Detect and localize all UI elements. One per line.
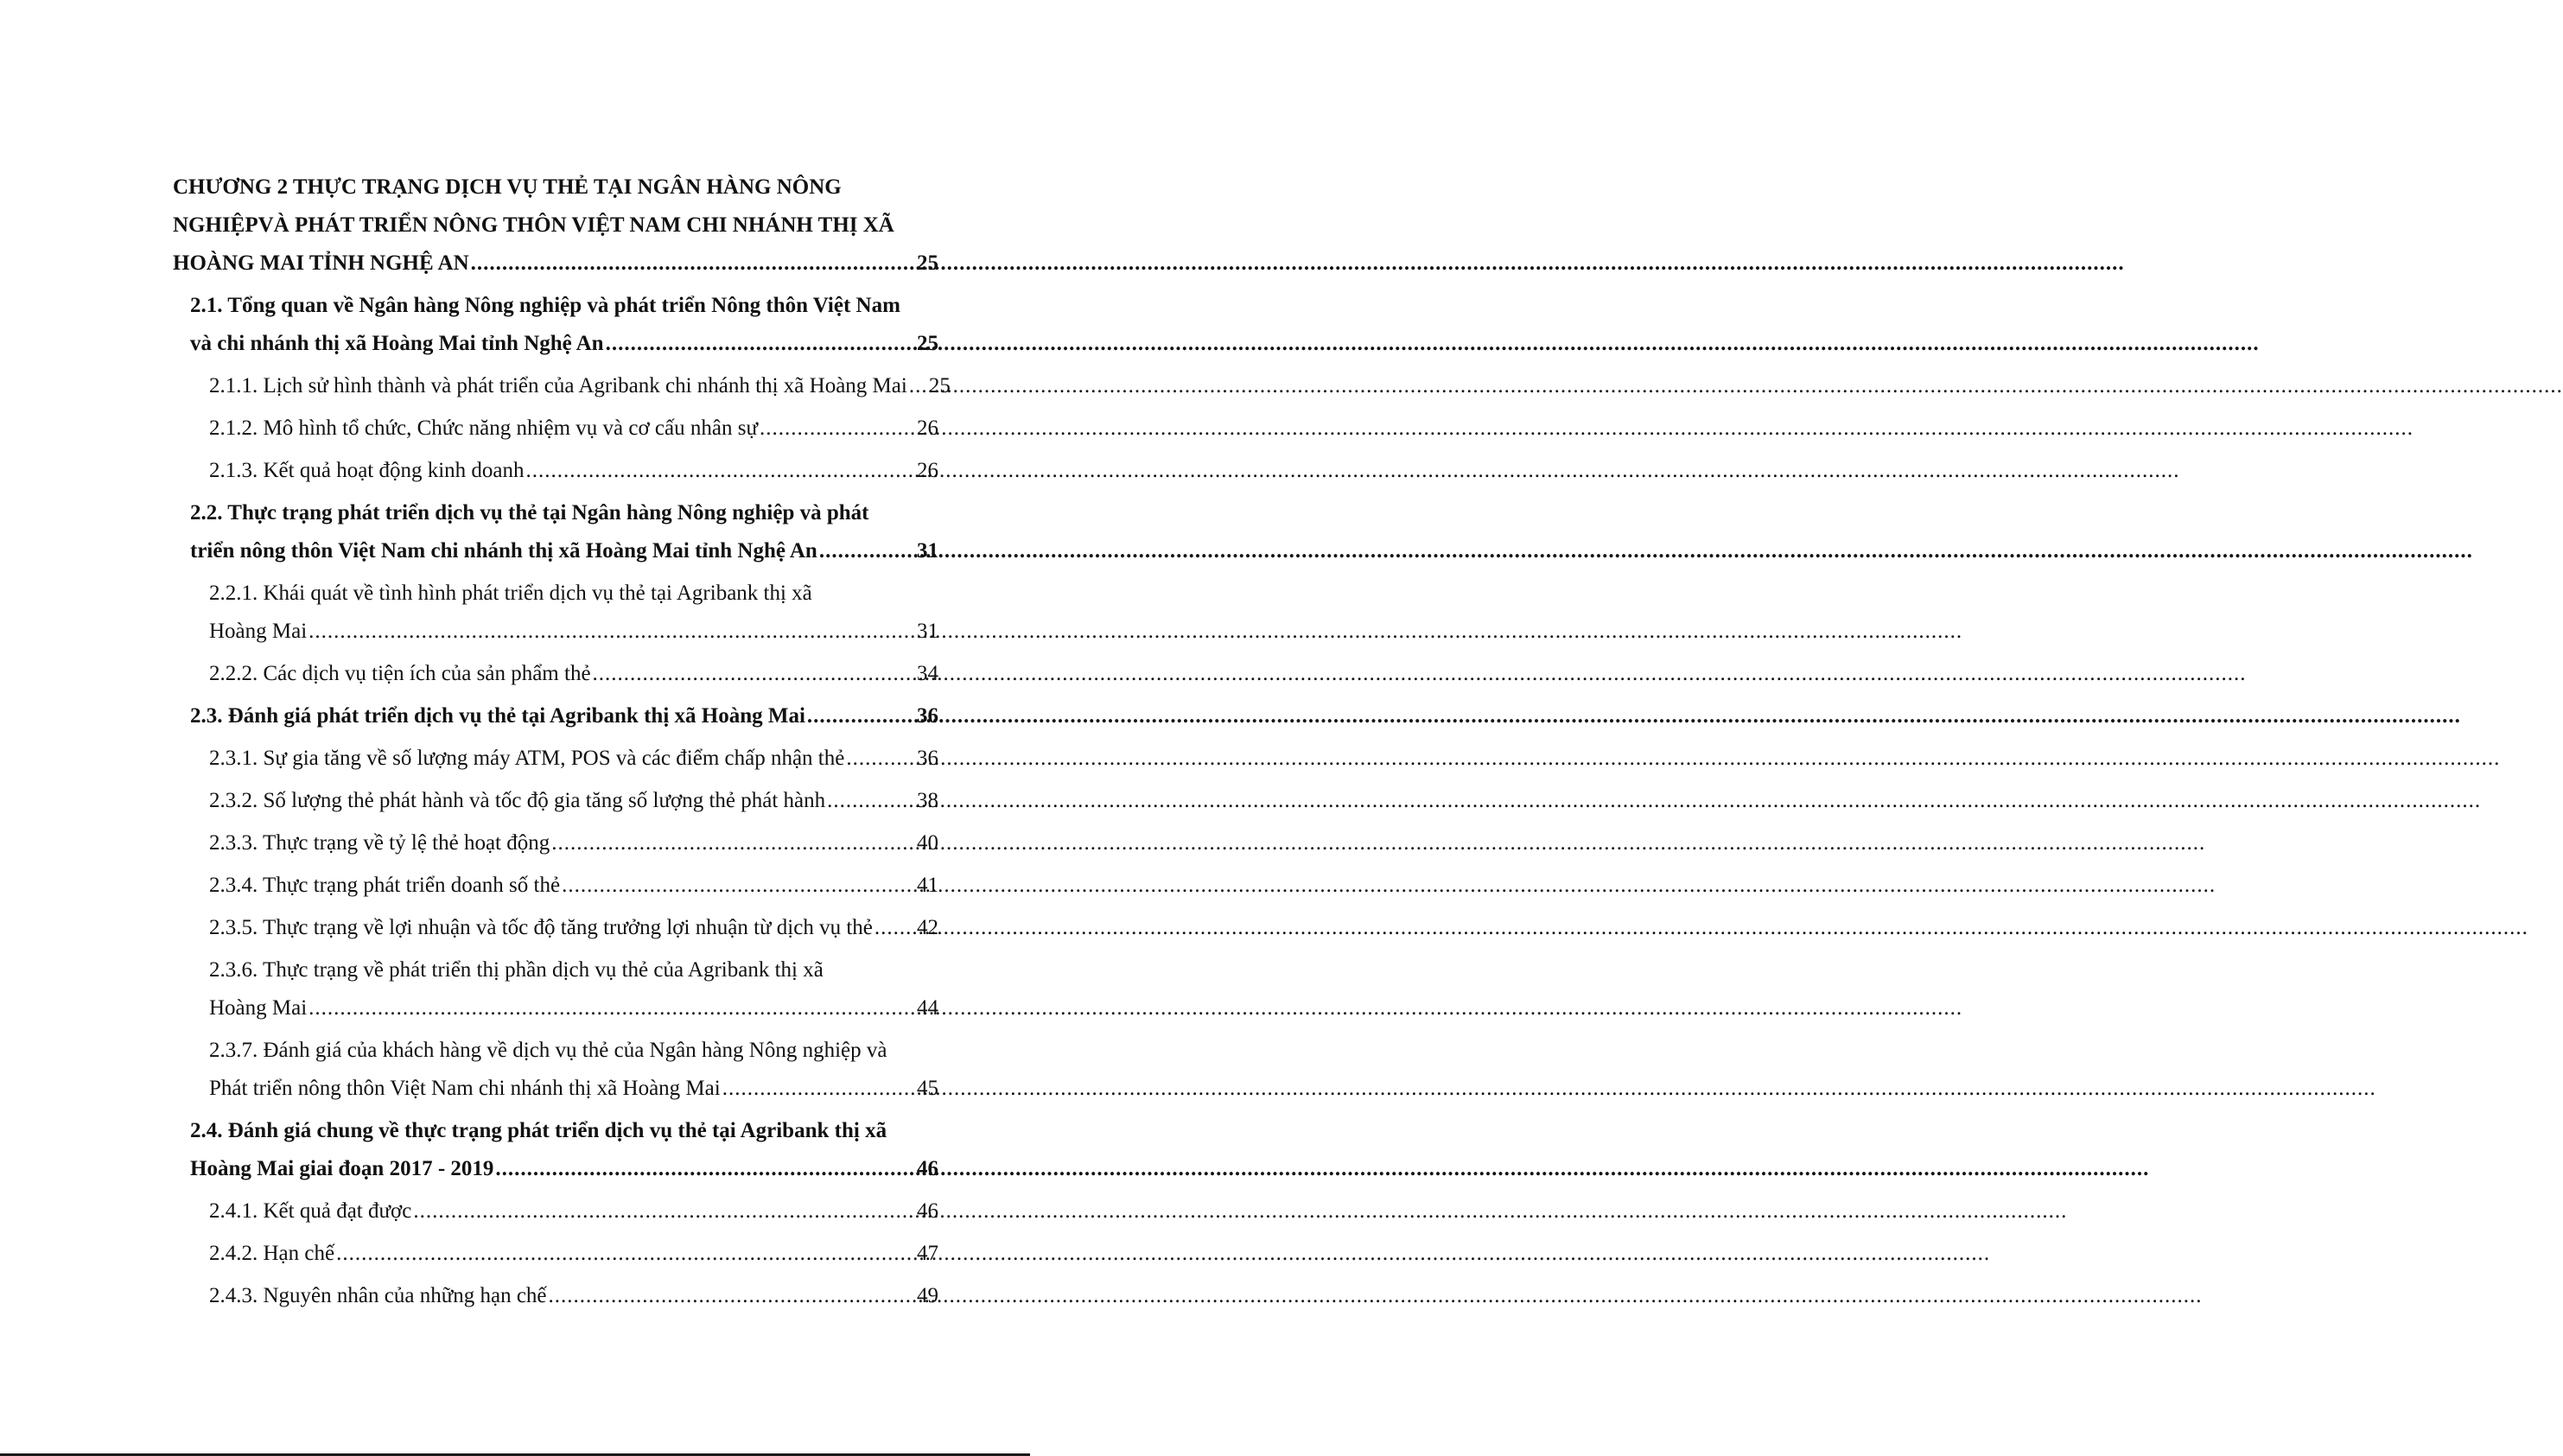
toc-entry-title: Hoàng Mai giai đoạn 2017 - 2019: [190, 1157, 494, 1180]
toc-page-number: 46: [917, 1199, 938, 1223]
toc-entry-title: 2.1.2. Mô hình tổ chức, Chức năng nhiệm vụ và cơ cấu nhân sự: [209, 416, 758, 440]
toc-entry[interactable]: [209, 575, 938, 651]
toc-page-number: 42: [917, 916, 938, 939]
dot-leader: [526, 452, 914, 490]
toc-page-number: 25: [928, 374, 951, 397]
toc-entry[interactable]: [209, 410, 938, 448]
table-of-contents: [173, 168, 951, 1319]
dot-leader: [562, 867, 914, 905]
entry-gap: [173, 1315, 938, 1319]
toc-entry-row: [209, 740, 938, 778]
toc-page-number: 41: [917, 874, 938, 897]
dot-leader: [413, 1192, 914, 1230]
toc-entry[interactable]: [190, 1112, 938, 1188]
toc-entry[interactable]: [209, 740, 938, 778]
toc-entry-text-line: NGHIỆPVÀ PHÁT TRIỂN NÔNG THÔN VIỆT NAM CHI NHÁNH THỊ XÃ: [173, 213, 894, 237]
toc-entry-title: 2.3.1. Sự gia tăng về số lượng máy ATM, POS và các điểm chấp nhận thẻ: [209, 747, 845, 770]
toc-entry-title: 2.3.4. Thực trạng phát triển doanh số thẻ: [209, 874, 561, 897]
toc-entry-title: 2.3.5. Thực trạng về lợi nhuận và tốc độ tăng trưởng lợi nhuận từ dịch vụ thẻ: [209, 916, 873, 939]
toc-entry-title: 2.2.2. Các dịch vụ tiện ích của sản phẩm thẻ: [209, 662, 591, 685]
dot-leader: [308, 989, 914, 1027]
toc-entry-text-line: 2.3.6. Thực trạng về phát triển thị phần dịch vụ thẻ của Agribank thị xã: [209, 958, 824, 982]
toc-entry[interactable]: [190, 287, 938, 363]
dot-leader: [909, 367, 926, 405]
toc-entry-title: HOÀNG MAI TỈNH NGHỆ AN: [173, 251, 469, 275]
toc-entry-text-line: 2.2. Thực trạng phát triển dịch vụ thẻ tại Ngân hàng Nông nghiệp và phát: [190, 501, 869, 525]
toc-entry-row: [209, 1070, 938, 1108]
dot-leader: [549, 1277, 914, 1315]
toc-entry[interactable]: [173, 168, 938, 283]
dot-leader: [807, 697, 914, 735]
dot-leader: [471, 245, 914, 283]
toc-entry-text-line: 2.4. Đánh giá chung về thực trạng phát triển dịch vụ thẻ tại Agribank thị xã: [190, 1119, 887, 1142]
dot-leader: [722, 1070, 914, 1108]
toc-entry-row: [209, 1277, 938, 1315]
toc-page-number: 34: [917, 662, 938, 685]
dot-leader: [606, 325, 914, 363]
toc-entry-title: 2.4.1. Kết quả đạt được: [209, 1199, 412, 1223]
toc-entry[interactable]: [190, 494, 938, 570]
dot-leader: [874, 909, 914, 947]
toc-entry[interactable]: [209, 367, 951, 405]
toc-entry-text-line: 2.2.1. Khái quát về tình hình phát triển dịch vụ thẻ tại Agribank thị xã: [209, 582, 812, 605]
toc-entry-row: [190, 325, 938, 363]
toc-entry-row: [209, 367, 951, 405]
toc-entry-row: [209, 613, 938, 651]
toc-entry-title: Hoàng Mai: [209, 620, 308, 643]
toc-entry-row: [209, 655, 938, 693]
toc-entry-text-line: 2.3.7. Đánh giá của khách hàng về dịch vụ thẻ của Ngân hàng Nông nghiệp và: [209, 1039, 887, 1062]
toc-page-number: 25: [917, 332, 938, 355]
dot-leader: [336, 1235, 914, 1273]
document-page: [0, 0, 1030, 1456]
toc-page-number: 46: [917, 1157, 938, 1180]
toc-entry[interactable]: [209, 1032, 938, 1108]
dot-leader: [846, 740, 914, 778]
toc-entry-row: [209, 452, 938, 490]
toc-entry-title: và chi nhánh thị xã Hoàng Mai tỉnh Nghệ An: [190, 332, 604, 355]
toc-entry-row: [209, 410, 938, 448]
toc-entry-row: [209, 1235, 938, 1273]
toc-entry-row: [209, 782, 938, 820]
toc-entry[interactable]: [209, 452, 938, 490]
toc-entry[interactable]: [209, 909, 938, 947]
toc-page-number: 26: [917, 416, 938, 440]
toc-entry[interactable]: [209, 867, 938, 905]
dot-leader: [593, 655, 914, 693]
toc-page-number: 47: [917, 1242, 938, 1265]
dot-leader: [495, 1150, 914, 1188]
toc-entry-title: 2.4.2. Hạn chế: [209, 1242, 335, 1265]
toc-page-number: 36: [917, 704, 938, 728]
dot-leader: [819, 532, 914, 570]
toc-entry[interactable]: [209, 951, 938, 1027]
toc-entry-title: 2.3.2. Số lượng thẻ phát hành và tốc độ gia tăng số lượng thẻ phát hành: [209, 789, 826, 812]
toc-entry-row: [190, 532, 938, 570]
toc-entry-title: triển nông thôn Việt Nam chi nhánh thị xã Hoàng Mai tỉnh Nghệ An: [190, 539, 817, 563]
toc-page-number: 26: [917, 459, 938, 482]
toc-entry[interactable]: [209, 655, 938, 693]
dot-leader: [760, 410, 914, 448]
toc-entry[interactable]: [209, 1235, 938, 1273]
toc-entry-title: 2.1.1. Lịch sử hình thành và phát triển của Agribank chi nhánh thị xã Hoàng Mai: [209, 374, 907, 397]
toc-entry-title: 2.1.3. Kết quả hoạt động kinh doanh: [209, 459, 525, 482]
toc-entry-row: [209, 867, 938, 905]
toc-page-number: 36: [917, 747, 938, 770]
toc-entry[interactable]: [209, 782, 938, 820]
toc-page-number: 45: [917, 1077, 938, 1100]
dot-leader: [308, 613, 914, 651]
toc-entry[interactable]: [209, 824, 938, 862]
toc-entry-row: [173, 245, 938, 283]
toc-entry-title: Phát triển nông thôn Việt Nam chi nhánh thị xã Hoàng Mai: [209, 1077, 721, 1100]
toc-entry-row: [209, 989, 938, 1027]
toc-entry-row: [190, 1150, 938, 1188]
toc-page-number: 44: [917, 996, 938, 1020]
toc-entry-row: [209, 1192, 938, 1230]
dot-leader: [551, 824, 914, 862]
toc-entry-text-line: 2.1. Tổng quan về Ngân hàng Nông nghiệp và phát triển Nông thôn Việt Nam: [190, 294, 900, 317]
toc-entry-title: 2.4.3. Nguyên nhân của những hạn chế: [209, 1284, 547, 1307]
toc-entry-row: [209, 824, 938, 862]
toc-page-number: 49: [917, 1284, 938, 1307]
toc-entry-text-line: CHƯƠNG 2 THỰC TRẠNG DỊCH VỤ THẺ TẠI NGÂN HÀNG NÔNG: [173, 175, 842, 199]
toc-entry[interactable]: [190, 697, 938, 735]
toc-entry-row: [190, 697, 938, 735]
toc-entry-title: 2.3. Đánh giá phát triển dịch vụ thẻ tại Agribank thị xã Hoàng Mai: [190, 704, 805, 728]
toc-entry-row: [209, 909, 938, 947]
toc-page-number: 31: [917, 539, 938, 563]
toc-page-number: 38: [917, 789, 938, 812]
toc-entry-title: 2.3.3. Thực trạng về tỷ lệ thẻ hoạt động: [209, 831, 550, 855]
toc-entry-title: Hoàng Mai: [209, 996, 308, 1020]
toc-entry[interactable]: [209, 1277, 938, 1315]
toc-page-number: 25: [917, 251, 938, 275]
toc-entry[interactable]: [209, 1192, 938, 1230]
dot-leader: [827, 782, 914, 820]
toc-page-number: 31: [917, 620, 938, 643]
toc-page-number: 40: [917, 831, 938, 855]
